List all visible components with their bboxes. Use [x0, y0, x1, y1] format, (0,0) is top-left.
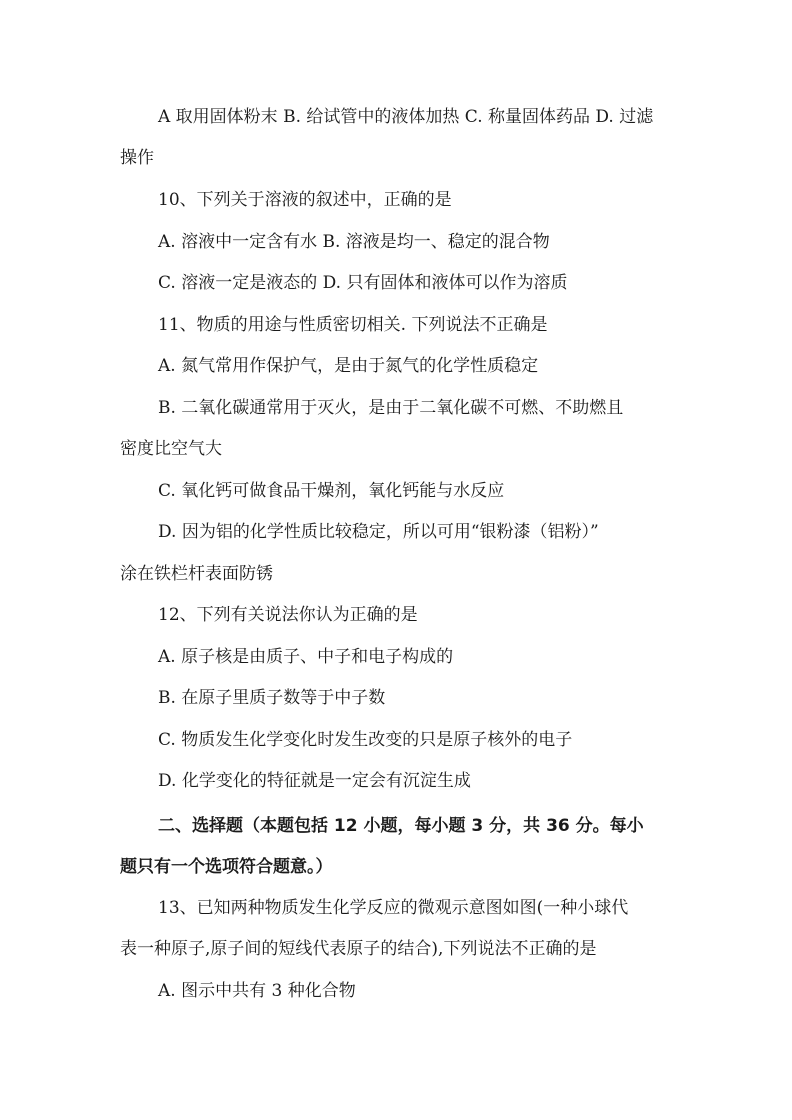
q10-stem: 10、下列关于溶液的叙述中，正确的是	[158, 190, 452, 210]
q12-option-b: B. 在原子里质子数等于中子数	[158, 688, 386, 708]
q12-stem: 12、下列有关说法你认为正确的是	[158, 605, 418, 625]
q11-option-b: B. 二氧化碳通常用于灭火，是由于二氧化碳不可燃、不助燃且	[158, 398, 624, 418]
q9-options-line: A 取用固体粉末 B. 给试管中的液体加热 C. 称量固体药品 D. 过滤	[158, 107, 654, 127]
section-two-heading-cont: 题只有一个选项符合题意。）	[120, 857, 333, 877]
q12-option-d: D. 化学变化的特征就是一定会有沉淀生成	[158, 771, 471, 791]
q13-option-a: A. 图示中共有 3 种化合物	[158, 981, 356, 1001]
q11-stem: 11、物质的用途与性质密切相关. 下列说法不正确是	[158, 315, 548, 335]
section-two-heading: 二、选择题（本题包括 12 小题，每小题 3 分，共 36 分。每小	[158, 816, 644, 836]
q10-options-cd: C. 溶液一定是液态的 D. 只有固体和液体可以作为溶质	[158, 273, 568, 293]
q10-options-ab: A. 溶液中一定含有水 B. 溶液是均一、稳定的混合物	[158, 232, 550, 252]
q11-option-d: D. 因为铝的化学性质比较稳定，所以可用“银粉漆（铝粉）”	[158, 522, 599, 542]
q12-option-c: C. 物质发生化学变化时发生改变的只是原子核外的电子	[158, 730, 573, 750]
q11-option-c: C. 氧化钙可做食品干燥剂，氧化钙能与水反应	[158, 481, 505, 501]
q11-option-d-cont: 涂在铁栏杆表面防锈	[120, 564, 273, 584]
q12-option-a: A. 原子核是由质子、中子和电子构成的	[158, 647, 454, 667]
q13-stem-cont: 表一种原子,原子间的短线代表原子的结合),下列说法不正确的是	[120, 939, 597, 959]
q11-option-b-cont: 密度比空气大	[120, 439, 222, 459]
q9-options-cont: 操作	[120, 148, 154, 168]
q11-option-a: A. 氮气常用作保护气，是由于氮气的化学性质稳定	[158, 356, 539, 376]
q13-stem: 13、已知两种物质发生化学反应的微观示意图如图(一种小球代	[158, 898, 629, 918]
